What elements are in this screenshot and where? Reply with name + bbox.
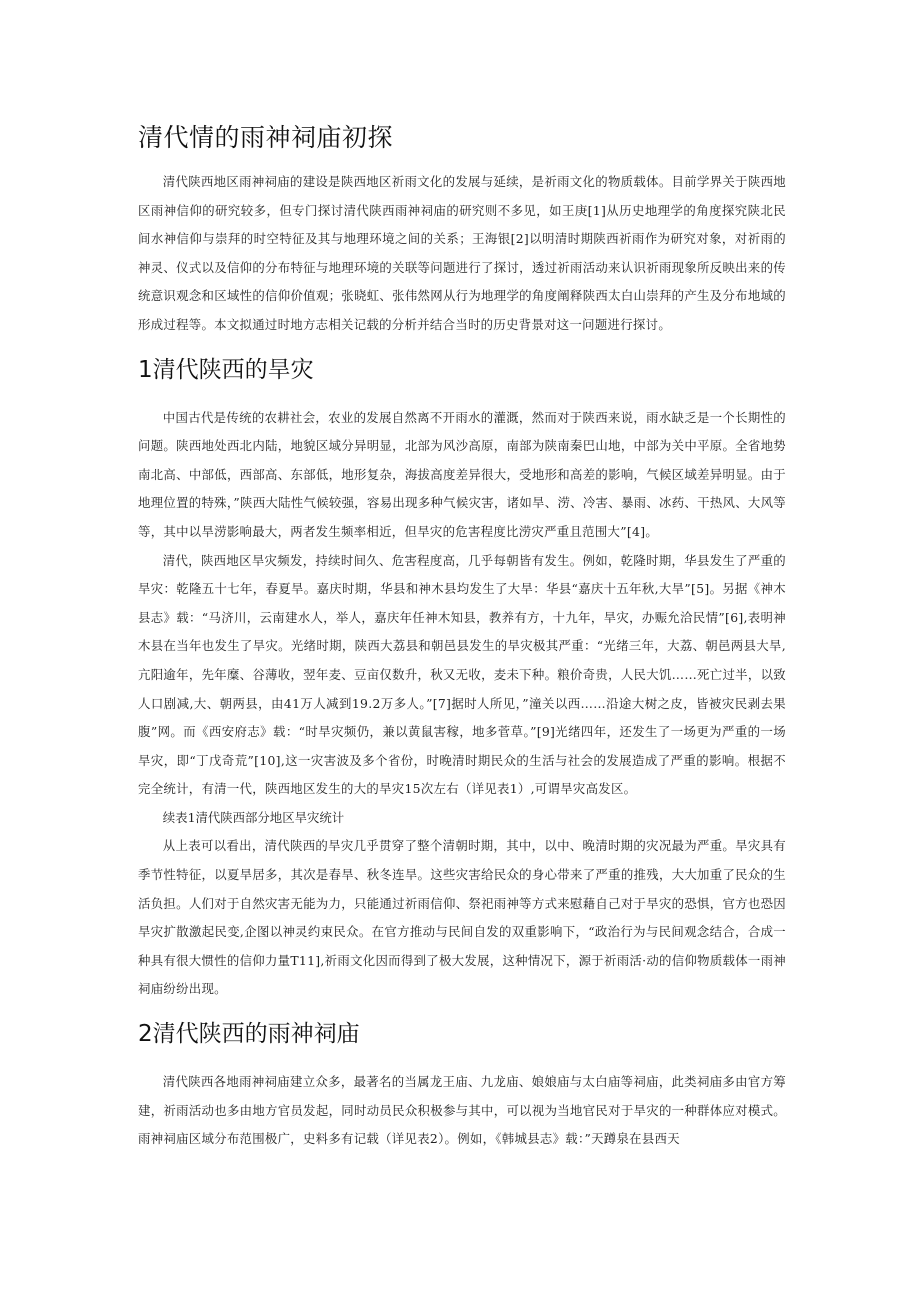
- section-2-heading: 2清代陕西的雨神祠庙: [138, 1021, 360, 1048]
- document-page: [138, 118, 786, 1154]
- section-1-paragraph-3: 从上表可以看出，清代陕西的旱灾几乎贯穿了整个清朝时期，其中，以中、晚清时期的灾况最为严重。旱灾具有季节性特征，以夏旱居多，其次是春旱、秋冬连旱。这些灾害给民众的身心带来了严重的推残，大大加重了民众的生活负担。人们对于自然灾害无能为力，只能通过祈雨信仰、祭祀雨神等方式来慰藉自己对于旱灾的恐惧，官方也恐因旱灾扩散激起民变,企图以神灵约束民众。在官方推动与民间自发的双重影响下，“政治行为与民间观念结合，合成一种具有很大惯性的信仰力量T11],祈雨文化因而得到了极大发展，这种情况下，源于祈雨活·动的信仰物质载体一雨神祠庙纷纷出现。: [138, 838, 786, 997]
- section-1-heading: 1清代陕西的旱灾: [138, 356, 314, 383]
- section-1-paragraph-2: 清代，陕西地区旱灾频发，持续时间久、危害程度高，几乎每朝皆有发生。例如，乾隆时期，华县发生了严重的旱灾：乾隆五十七年，春夏旱。嘉庆时期，华县和神木县均发生了大旱：华县“嘉庆十五年秋,大旱”[5]。另据《神木县志》载：“马济川，云南建水人，举人，嘉庆年任神木知县，教养有方，十九年，旱灾，办赈允洽民情”[6],表明神木县在当年也发生了旱灾。光绪时期，陕西大荔县和朝邑县发生的旱灾极其严重：“光绪三年，大荔、朝邑两县大旱,亢阳逾年，先年糜、谷薄收，翌年麦、豆亩仅数升，秋又无收，麦未下种。粮价奇贵，人民大饥……死亡过半，以致人口剧减,大、朝两县，由41万人减到19.2万多人。”[7]据时人所见，”潼关以西……沿途大树之皮，皆被灾民剥去果腹”网。而《西安府志》载：“时旱灾频仍，兼以黄鼠害稼，地多菅草。”[9]光绪四年，还发生了一场更为严重的一场旱灾，即“丁戊奇荒”[10],这一灾害波及多个省份，时晚清时期民众的生活与社会的发展造成了严重的影响。根据不完全统计，有清一代，陕西地区发生的大的旱灾15次左右（详见表1）,可谓旱灾高发区。: [138, 552, 786, 797]
- intro-paragraph: 清代陕西地区雨神祠庙的建设是陕西地区祈雨文化的发展与延续，是祈雨文化的物质载体。目前学界关于陕西地区雨神信仰的研究较多，但专门探讨清代陕西雨神祠庙的研究则不多见，如王庚[1]从历史地理学的角度探究陕北民间水神信仰与崇拜的时空特征及其与地理环境之间的关系；王海银[2]以明清时期陕西祈雨作为研究对象，对祈雨的神灵、仪式以及信仰的分布特征与地理环境的关联等问题进行了探讨，透过祈雨活动来认识祈雨现象所反映出来的传统意识观念和区域性的信仰价值观；张晓虹、张伟然网从行为地理学的角度阐释陕西太白山崇拜的产生及分布地域的形成过程等。本文拟通过时地方志相关记载的分析并结合当时的历史背景对这一问题进行探讨。: [138, 174, 786, 332]
- document-title: 清代情的雨神祠庙初探: [138, 123, 394, 152]
- table-1-caption: 续表1清代陕西部分地区旱灾统计: [162, 809, 345, 825]
- section-2-paragraph-1: 清代陕西各地雨神祠庙建立众多，最著名的当属龙王庙、九龙庙、娘娘庙与太白庙等祠庙，此类祠庙多由官方筹建，祈雨活动也多由地方官员发起，同时动员民众积极参与其中，可以视为当地官民对于旱灾的一种群体应对模式。雨神祠庙区域分布范围极广，史料多有记载（详见表2）。例如，《韩城县志》载：”天蹲泉在县西天: [138, 1074, 786, 1147]
- section-1-paragraph-1: 中国古代是传统的农耕社会，农业的发展自然离不开雨水的灌溉，然而对于陕西来说，雨水缺乏是一个长期性的问题。陕西地处西北内陆，地貌区域分异明显，北部为风沙高原，南部为陕南秦巴山地，中部为关中平原。全省地势南北高、中部低，西部高、东部低，地形复杂，海拔高度差异很大，受地形和高差的影响，气候区域差异明显。由于地理位置的特殊，”陕西大陆性气候较强，容易出现多种气候灾害，诸如旱、涝、冷害、暴雨、冰药、干热风、大风等等，其中以旱涝影响最大，两者发生频率相近，但旱灾的危害程度比涝灾严重且范围大”[4]。: [138, 409, 786, 539]
